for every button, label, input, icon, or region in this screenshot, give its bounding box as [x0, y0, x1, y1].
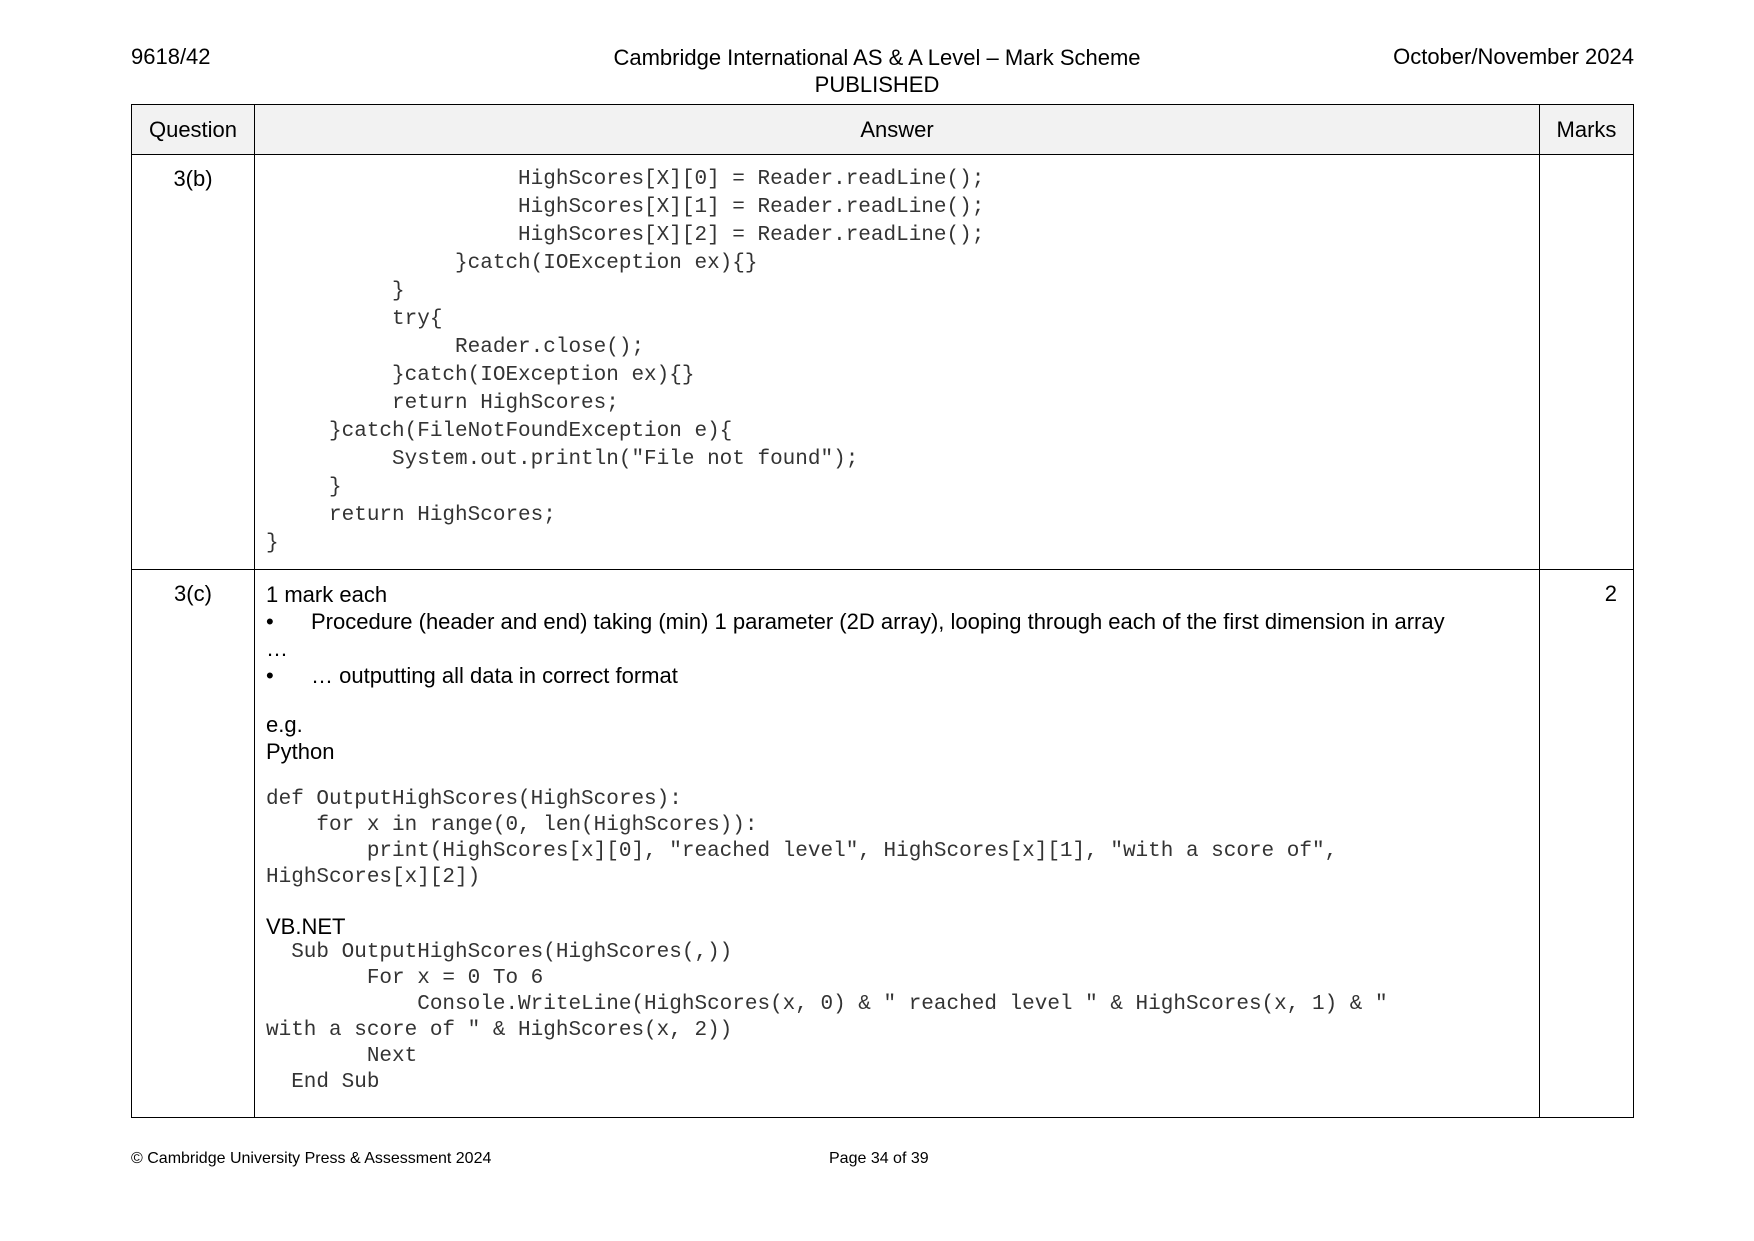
mark-scheme-title: Cambridge International AS & A Level – Mark Scheme — [613, 45, 1141, 70]
answer-column-header: Answer — [255, 105, 1540, 155]
marking-point: … outputting all data in correct format — [311, 663, 678, 688]
table-row — [132, 155, 1634, 570]
continuation-ellipsis: … — [266, 636, 288, 661]
published-label: PUBLISHED — [814, 72, 940, 97]
paper-code: 9618/42 — [131, 44, 211, 69]
example-label: e.g. — [266, 712, 303, 737]
question-number: 3(b) — [132, 155, 255, 570]
page-number: Page 34 of 39 — [829, 1150, 929, 1167]
list-item — [266, 662, 1529, 689]
exam-session: October/November 2024 — [1393, 44, 1634, 69]
table-row — [132, 570, 1634, 1118]
answer-cell — [255, 155, 1540, 570]
mark-scheme-table — [131, 104, 1634, 1118]
python-label: Python — [266, 739, 335, 764]
marks-value: 2 — [1540, 570, 1634, 1118]
question-column-header: Question — [132, 105, 255, 155]
vbnet-label: VB.NET — [266, 914, 346, 939]
vbnet-code-block: Sub OutputHighScores(HighScores(,)) For x = 0 To 6 Console.WriteLine(HighScores(x, 0) & " reached level " & HighScores(x, 1) & " with a score of " & HighScores(x, 2)) Next End Sub — [266, 941, 1388, 1094]
marks-value — [1540, 155, 1634, 570]
bullet-icon: • — [266, 609, 274, 634]
mark-allocation-intro: 1 mark each — [266, 582, 388, 607]
question-number: 3(c) — [132, 570, 255, 1118]
table-header-row — [132, 105, 1634, 155]
java-code-block: HighScores[X][0] = Reader.readLine(); HighScores[X][1] = Reader.readLine(); HighScores[X][2] = Reader.readLine(); }catch(IOException ex){} } try{ Reader.close(); }catch(IOException ex){} return HighScores; }catch(FileNotFoundException e){ System.out.println("File not found"); } return HighScores; } — [266, 168, 985, 555]
marking-point: Procedure (header and end) taking (min) 1 parameter (2D array), looping through each of the first dimension in array — [311, 609, 1445, 634]
python-code-block: def OutputHighScores(HighScores): for x in range(0, len(HighScores)): print(HighScores[x][0], "reached level", HighScores[x][1], "with a score of", HighScores[x][2]) — [266, 788, 1338, 889]
list-item — [266, 608, 1529, 635]
bullet-icon: • — [266, 663, 274, 688]
answer-cell — [255, 570, 1540, 1118]
copyright-notice: © Cambridge University Press & Assessment 2024 — [131, 1150, 492, 1167]
marks-column-header: Marks — [1540, 105, 1634, 155]
